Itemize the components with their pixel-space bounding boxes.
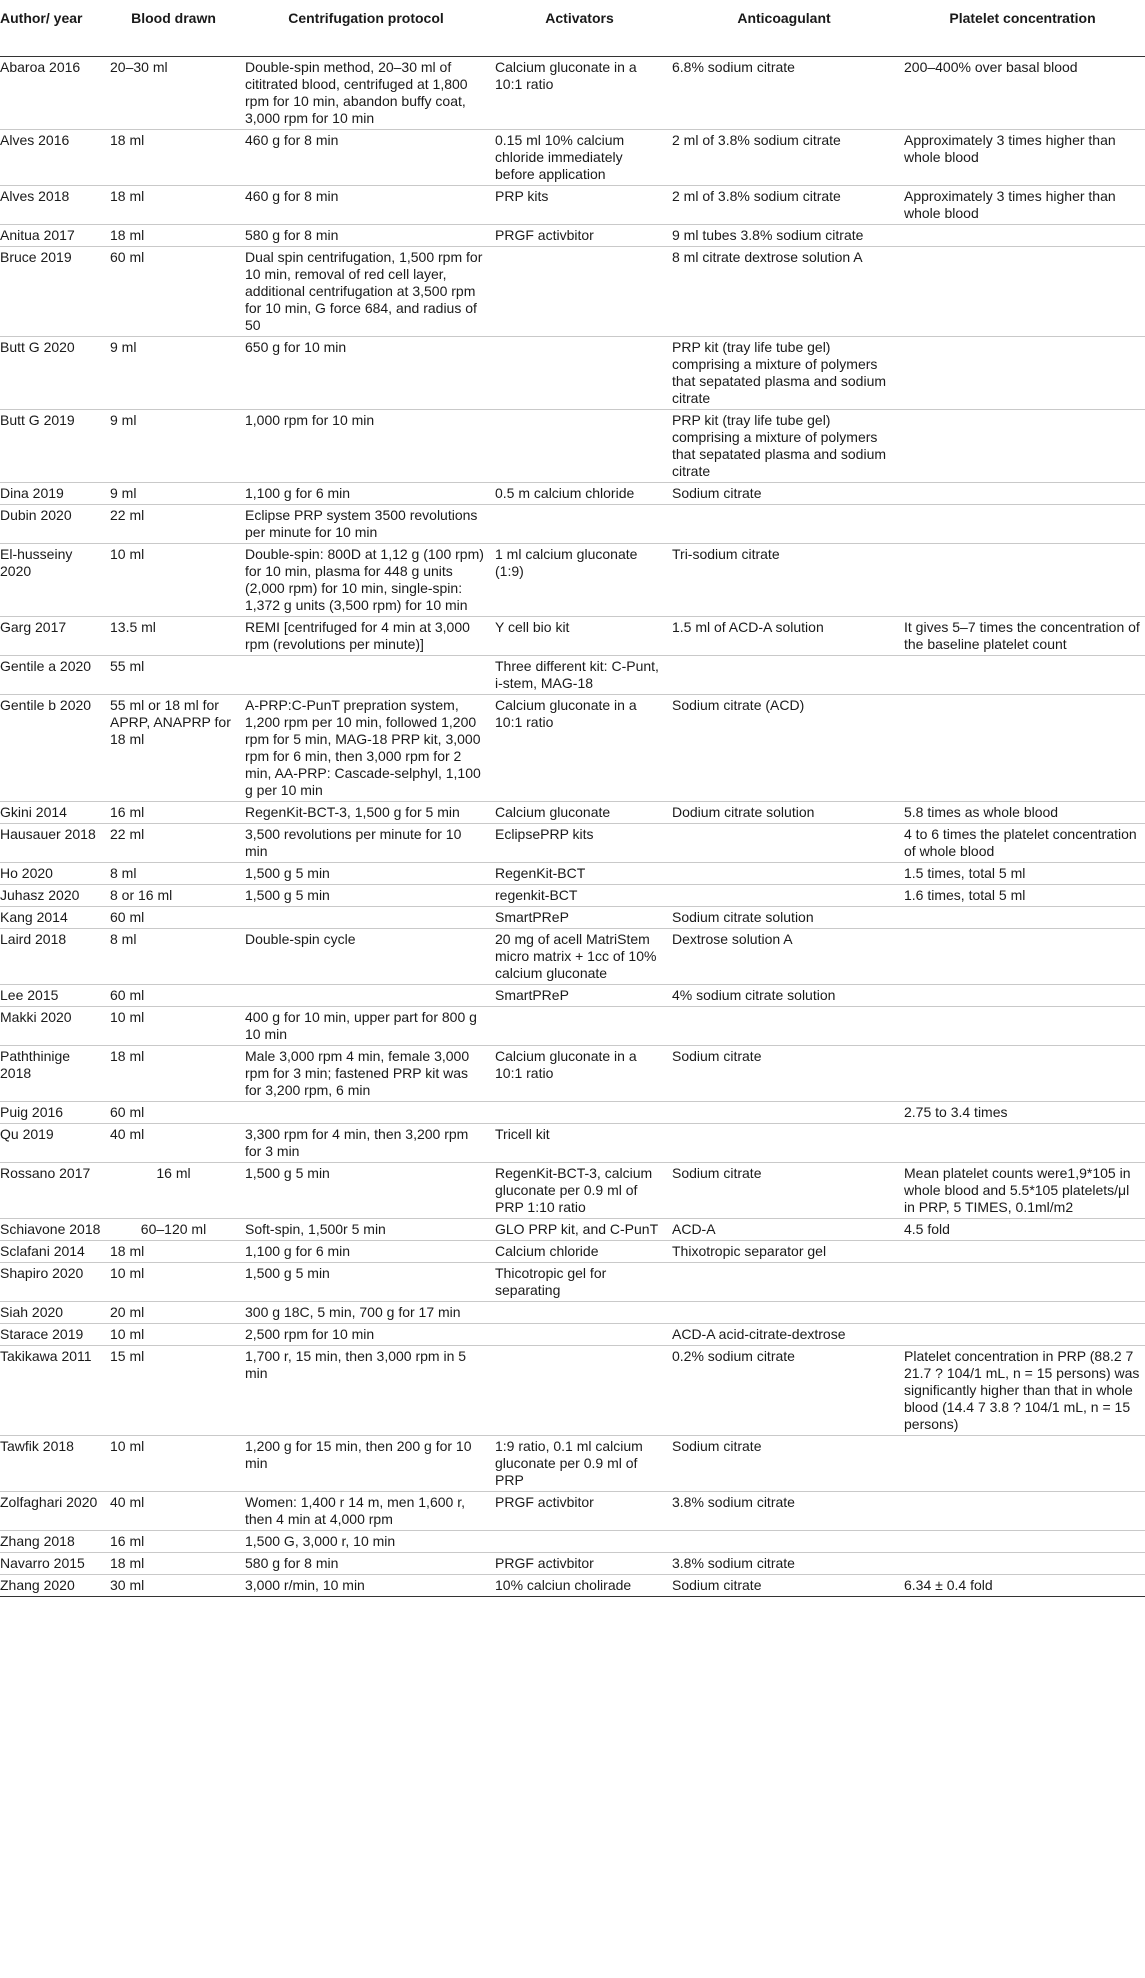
- cell-anticoagulant: [668, 1006, 900, 1045]
- table-row: [0, 1045, 1145, 1101]
- cell-platelet-concentration: Mean platelet counts were1,9*105 in whole blood and 5.5*105 platelets/μl in PRP, 5 TIMES, 0.1ml/m2: [900, 1162, 1145, 1218]
- cell-centrifugation-protocol: 1,700 r, 15 min, then 3,000 rpm in 5 min: [241, 1345, 491, 1435]
- cell-anticoagulant: 0.2% sodium citrate: [668, 1345, 900, 1435]
- cell-platelet-concentration: [900, 543, 1145, 616]
- cell-centrifugation-protocol: Double-spin cycle: [241, 928, 491, 984]
- cell-anticoagulant: Sodium citrate: [668, 1162, 900, 1218]
- cell-author-year: Abaroa 2016: [0, 56, 106, 129]
- table-row: [0, 1101, 1145, 1123]
- cell-centrifugation-protocol: RegenKit-BCT-3, 1,500 g for 5 min: [241, 801, 491, 823]
- table-row: [0, 1435, 1145, 1491]
- table-row: [0, 1262, 1145, 1301]
- cell-platelet-concentration: [900, 1006, 1145, 1045]
- cell-blood-drawn: 18 ml: [106, 1045, 241, 1101]
- table-row: [0, 884, 1145, 906]
- table-row: [0, 543, 1145, 616]
- table-row: [0, 1218, 1145, 1240]
- cell-centrifugation-protocol: Dual spin centrifugation, 1,500 rpm for 10 min, removal of red cell layer, additional centrifugation at 3,500 rpm for 10 min, G force 684, and radius of 50: [241, 246, 491, 336]
- cell-platelet-concentration: 4 to 6 times the platelet concentration of whole blood: [900, 823, 1145, 862]
- cell-platelet-concentration: 1.6 times, total 5 ml: [900, 884, 1145, 906]
- cell-anticoagulant: Tri-sodium citrate: [668, 543, 900, 616]
- cell-platelet-concentration: [900, 482, 1145, 504]
- cell-blood-drawn: 10 ml: [106, 1323, 241, 1345]
- cell-anticoagulant: [668, 862, 900, 884]
- cell-activators: 20 mg of acell MatriStem micro matrix + 1cc of 10% calcium gluconate: [491, 928, 668, 984]
- cell-anticoagulant: Sodium citrate solution: [668, 906, 900, 928]
- cell-author-year: Hausauer 2018: [0, 823, 106, 862]
- cell-activators: RegenKit-BCT-3, calcium gluconate per 0.9 ml of PRP 1:10 ratio: [491, 1162, 668, 1218]
- header-blood-drawn: Blood drawn: [106, 0, 241, 56]
- table-row: [0, 906, 1145, 928]
- cell-anticoagulant: 3.8% sodium citrate: [668, 1491, 900, 1530]
- cell-platelet-concentration: 6.34 ± 0.4 fold: [900, 1574, 1145, 1596]
- cell-author-year: Tawfik 2018: [0, 1435, 106, 1491]
- table-row: [0, 1240, 1145, 1262]
- cell-author-year: El-husseiny 2020: [0, 543, 106, 616]
- cell-anticoagulant: 1.5 ml of ACD-A solution: [668, 616, 900, 655]
- cell-blood-drawn: 15 ml: [106, 1345, 241, 1435]
- cell-anticoagulant: Sodium citrate (ACD): [668, 694, 900, 801]
- cell-activators: PRGF activbitor: [491, 1552, 668, 1574]
- cell-platelet-concentration: 1.5 times, total 5 ml: [900, 862, 1145, 884]
- cell-centrifugation-protocol: 1,200 g for 15 min, then 200 g for 10 min: [241, 1435, 491, 1491]
- table-row: [0, 1530, 1145, 1552]
- cell-author-year: Gentile a 2020: [0, 655, 106, 694]
- table-row: [0, 185, 1145, 224]
- cell-blood-drawn: 20–30 ml: [106, 56, 241, 129]
- cell-activators: SmartPReP: [491, 906, 668, 928]
- cell-anticoagulant: 2 ml of 3.8% sodium citrate: [668, 129, 900, 185]
- cell-platelet-concentration: [900, 504, 1145, 543]
- cell-platelet-concentration: 200–400% over basal blood: [900, 56, 1145, 129]
- cell-anticoagulant: 4% sodium citrate solution: [668, 984, 900, 1006]
- cell-blood-drawn: 16 ml: [106, 801, 241, 823]
- table-row: [0, 56, 1145, 129]
- cell-platelet-concentration: Platelet concentration in PRP (88.2 7 21.7 ? 104/1 mL, n = 15 persons) was significantly higher than that in whole blood (14.4 7 3.8 ? 104/1 mL, n = 15 persons): [900, 1345, 1145, 1435]
- cell-anticoagulant: PRP kit (tray life tube gel) comprising a mixture of polymers that sepatated plasma and sodium citrate: [668, 336, 900, 409]
- cell-activators: Calcium gluconate in a 10:1 ratio: [491, 1045, 668, 1101]
- cell-platelet-concentration: [900, 928, 1145, 984]
- cell-blood-drawn: 22 ml: [106, 504, 241, 543]
- cell-blood-drawn: 9 ml: [106, 482, 241, 504]
- cell-author-year: Rossano 2017: [0, 1162, 106, 1218]
- cell-author-year: Kang 2014: [0, 906, 106, 928]
- cell-centrifugation-protocol: 400 g for 10 min, upper part for 800 g 10 min: [241, 1006, 491, 1045]
- cell-centrifugation-protocol: 3,000 r/min, 10 min: [241, 1574, 491, 1596]
- cell-blood-drawn: 18 ml: [106, 224, 241, 246]
- cell-author-year: Paththinige 2018: [0, 1045, 106, 1101]
- cell-author-year: Makki 2020: [0, 1006, 106, 1045]
- cell-author-year: Alves 2016: [0, 129, 106, 185]
- cell-platelet-concentration: [900, 246, 1145, 336]
- cell-author-year: Starace 2019: [0, 1323, 106, 1345]
- cell-platelet-concentration: [900, 409, 1145, 482]
- table-row: [0, 823, 1145, 862]
- header-centrifugation-protocol: Centrifugation protocol: [241, 0, 491, 56]
- table-row: [0, 1123, 1145, 1162]
- cell-blood-drawn: 13.5 ml: [106, 616, 241, 655]
- cell-activators: RegenKit-BCT: [491, 862, 668, 884]
- table-row: [0, 1006, 1145, 1045]
- cell-activators: [491, 1323, 668, 1345]
- cell-author-year: Shapiro 2020: [0, 1262, 106, 1301]
- cell-centrifugation-protocol: [241, 655, 491, 694]
- cell-author-year: Siah 2020: [0, 1301, 106, 1323]
- cell-platelet-concentration: 5.8 times as whole blood: [900, 801, 1145, 823]
- cell-activators: 0.5 m calcium chloride: [491, 482, 668, 504]
- cell-blood-drawn: 60 ml: [106, 1101, 241, 1123]
- cell-anticoagulant: [668, 1530, 900, 1552]
- cell-centrifugation-protocol: 460 g for 8 min: [241, 185, 491, 224]
- cell-centrifugation-protocol: Double-spin: 800D at 1,12 g (100 rpm) for 10 min, plasma for 448 g units (2,000 rpm) for 10 min, single-spin: 1,372 g units (3,500 rpm) for 10 min: [241, 543, 491, 616]
- header-activators: Activators: [491, 0, 668, 56]
- cell-centrifugation-protocol: 1,500 G, 3,000 r, 10 min: [241, 1530, 491, 1552]
- table-row: [0, 801, 1145, 823]
- cell-platelet-concentration: [900, 694, 1145, 801]
- cell-author-year: Butt G 2020: [0, 336, 106, 409]
- cell-anticoagulant: [668, 655, 900, 694]
- cell-platelet-concentration: [900, 1435, 1145, 1491]
- cell-activators: [491, 1101, 668, 1123]
- cell-blood-drawn: 20 ml: [106, 1301, 241, 1323]
- cell-author-year: Garg 2017: [0, 616, 106, 655]
- cell-blood-drawn: 10 ml: [106, 1435, 241, 1491]
- cell-blood-drawn: 40 ml: [106, 1491, 241, 1530]
- table-row: [0, 1491, 1145, 1530]
- cell-activators: PRGF activbitor: [491, 1491, 668, 1530]
- cell-centrifugation-protocol: Soft-spin, 1,500r 5 min: [241, 1218, 491, 1240]
- cell-author-year: Takikawa 2011: [0, 1345, 106, 1435]
- cell-activators: GLO PRP kit, and C-PunT: [491, 1218, 668, 1240]
- cell-activators: PRP kits: [491, 185, 668, 224]
- cell-platelet-concentration: [900, 336, 1145, 409]
- cell-anticoagulant: ACD-A: [668, 1218, 900, 1240]
- cell-author-year: Zolfaghari 2020: [0, 1491, 106, 1530]
- cell-author-year: Gkini 2014: [0, 801, 106, 823]
- cell-activators: Calcium gluconate: [491, 801, 668, 823]
- cell-blood-drawn: 9 ml: [106, 336, 241, 409]
- cell-blood-drawn: 18 ml: [106, 1552, 241, 1574]
- table-row: [0, 224, 1145, 246]
- cell-author-year: Dina 2019: [0, 482, 106, 504]
- cell-anticoagulant: [668, 823, 900, 862]
- cell-anticoagulant: [668, 1123, 900, 1162]
- table-row: [0, 1552, 1145, 1574]
- cell-anticoagulant: Dodium citrate solution: [668, 801, 900, 823]
- cell-centrifugation-protocol: REMI [centrifuged for 4 min at 3,000 rpm (revolutions per minute)]: [241, 616, 491, 655]
- cell-platelet-concentration: It gives 5–7 times the concentration of the baseline platelet count: [900, 616, 1145, 655]
- cell-centrifugation-protocol: 1,500 g 5 min: [241, 862, 491, 884]
- cell-author-year: Lee 2015: [0, 984, 106, 1006]
- table-row: [0, 1323, 1145, 1345]
- cell-anticoagulant: 9 ml tubes 3.8% sodium citrate: [668, 224, 900, 246]
- cell-activators: PRGF activbitor: [491, 224, 668, 246]
- cell-platelet-concentration: 2.75 to 3.4 times: [900, 1101, 1145, 1123]
- table-row: [0, 984, 1145, 1006]
- cell-centrifugation-protocol: 3,500 revolutions per minute for 10 min: [241, 823, 491, 862]
- cell-platelet-concentration: Approximately 3 times higher than whole blood: [900, 185, 1145, 224]
- cell-centrifugation-protocol: Male 3,000 rpm 4 min, female 3,000 rpm for 3 min; fastened PRP kit was for 3,200 rpm, 6 min: [241, 1045, 491, 1101]
- cell-platelet-concentration: [900, 1530, 1145, 1552]
- cell-anticoagulant: 2 ml of 3.8% sodium citrate: [668, 185, 900, 224]
- header-row: [0, 0, 1145, 56]
- table-header: [0, 0, 1145, 56]
- cell-platelet-concentration: [900, 1240, 1145, 1262]
- cell-activators: [491, 504, 668, 543]
- cell-author-year: Alves 2018: [0, 185, 106, 224]
- cell-centrifugation-protocol: [241, 906, 491, 928]
- cell-activators: SmartPReP: [491, 984, 668, 1006]
- cell-author-year: Anitua 2017: [0, 224, 106, 246]
- cell-platelet-concentration: [900, 1323, 1145, 1345]
- cell-blood-drawn: 16 ml: [106, 1530, 241, 1552]
- cell-centrifugation-protocol: 650 g for 10 min: [241, 336, 491, 409]
- cell-author-year: Bruce 2019: [0, 246, 106, 336]
- cell-author-year: Zhang 2020: [0, 1574, 106, 1596]
- cell-author-year: Laird 2018: [0, 928, 106, 984]
- cell-blood-drawn: 8 ml: [106, 928, 241, 984]
- cell-anticoagulant: Sodium citrate: [668, 482, 900, 504]
- cell-anticoagulant: [668, 504, 900, 543]
- cell-activators: [491, 336, 668, 409]
- table-row: [0, 862, 1145, 884]
- cell-anticoagulant: 3.8% sodium citrate: [668, 1552, 900, 1574]
- cell-author-year: Qu 2019: [0, 1123, 106, 1162]
- header-anticoagulant: Anticoagulant: [668, 0, 900, 56]
- cell-anticoagulant: 8 ml citrate dextrose solution A: [668, 246, 900, 336]
- cell-anticoagulant: Sodium citrate: [668, 1045, 900, 1101]
- cell-anticoagulant: Dextrose solution A: [668, 928, 900, 984]
- table-row: [0, 1301, 1145, 1323]
- cell-centrifugation-protocol: 300 g 18C, 5 min, 700 g for 17 min: [241, 1301, 491, 1323]
- cell-author-year: Dubin 2020: [0, 504, 106, 543]
- cell-blood-drawn: 60 ml: [106, 906, 241, 928]
- table-row: [0, 246, 1145, 336]
- cell-blood-drawn: 9 ml: [106, 409, 241, 482]
- cell-blood-drawn: 40 ml: [106, 1123, 241, 1162]
- cell-activators: 0.15 ml 10% calcium chloride immediately before application: [491, 129, 668, 185]
- cell-blood-drawn: 18 ml: [106, 1240, 241, 1262]
- cell-author-year: Butt G 2019: [0, 409, 106, 482]
- cell-anticoagulant: 6.8% sodium citrate: [668, 56, 900, 129]
- cell-blood-drawn: 18 ml: [106, 185, 241, 224]
- table-row: [0, 1345, 1145, 1435]
- cell-anticoagulant: [668, 1101, 900, 1123]
- table-row: [0, 336, 1145, 409]
- cell-activators: [491, 1301, 668, 1323]
- cell-anticoagulant: Sodium citrate: [668, 1574, 900, 1596]
- cell-centrifugation-protocol: Women: 1,400 r 14 m, men 1,600 r, then 4 min at 4,000 rpm: [241, 1491, 491, 1530]
- cell-platelet-concentration: [900, 906, 1145, 928]
- cell-anticoagulant: Sodium citrate: [668, 1435, 900, 1491]
- cell-activators: Thicotropic gel for separating: [491, 1262, 668, 1301]
- cell-activators: [491, 246, 668, 336]
- cell-platelet-concentration: Approximately 3 times higher than whole blood: [900, 129, 1145, 185]
- cell-centrifugation-protocol: A-PRP:C-PunT prepration system, 1,200 rpm per 10 min, followed 1,200 rpm for 5 min, MAG-18 PRP kit, 3,000 rpm for 6 min, then 3,000 rpm for 2 min, AA-PRP: Cascade-selphyl, 1,100 g per 10 min: [241, 694, 491, 801]
- cell-activators: regenkit-BCT: [491, 884, 668, 906]
- cell-activators: EclipsePRP kits: [491, 823, 668, 862]
- cell-activators: 1 ml calcium gluconate (1:9): [491, 543, 668, 616]
- cell-activators: [491, 1530, 668, 1552]
- cell-blood-drawn: 60–120 ml: [106, 1218, 241, 1240]
- cell-centrifugation-protocol: 1,100 g for 6 min: [241, 482, 491, 504]
- cell-centrifugation-protocol: 1,100 g for 6 min: [241, 1240, 491, 1262]
- cell-activators: Calcium gluconate in a 10:1 ratio: [491, 56, 668, 129]
- cell-platelet-concentration: [900, 1045, 1145, 1101]
- table-row: [0, 129, 1145, 185]
- cell-centrifugation-protocol: 3,300 rpm for 4 min, then 3,200 rpm for 3 min: [241, 1123, 491, 1162]
- cell-platelet-concentration: [900, 655, 1145, 694]
- cell-anticoagulant: ACD-A acid-citrate-dextrose: [668, 1323, 900, 1345]
- cell-centrifugation-protocol: 580 g for 8 min: [241, 224, 491, 246]
- cell-blood-drawn: 10 ml: [106, 543, 241, 616]
- table-row: [0, 1574, 1145, 1596]
- cell-author-year: Juhasz 2020: [0, 884, 106, 906]
- cell-blood-drawn: 8 ml: [106, 862, 241, 884]
- table-row: [0, 1162, 1145, 1218]
- cell-blood-drawn: 10 ml: [106, 1006, 241, 1045]
- table-row: [0, 482, 1145, 504]
- cell-centrifugation-protocol: Double-spin method, 20–30 ml of cititrated blood, centrifuged at 1,800 rpm for 10 min, abandon buffy coat, 3,000 rpm for 10 min: [241, 56, 491, 129]
- cell-centrifugation-protocol: 460 g for 8 min: [241, 129, 491, 185]
- cell-blood-drawn: 10 ml: [106, 1262, 241, 1301]
- cell-anticoagulant: Thixotropic separator gel: [668, 1240, 900, 1262]
- cell-author-year: Ho 2020: [0, 862, 106, 884]
- cell-activators: [491, 1006, 668, 1045]
- cell-platelet-concentration: [900, 1552, 1145, 1574]
- table-body: [0, 56, 1145, 1596]
- cell-platelet-concentration: [900, 1301, 1145, 1323]
- cell-platelet-concentration: [900, 1262, 1145, 1301]
- cell-centrifugation-protocol: 1,500 g 5 min: [241, 884, 491, 906]
- cell-activators: 10% calciun cholirade: [491, 1574, 668, 1596]
- cell-blood-drawn: 55 ml or 18 ml for APRP, ANAPRP for 18 ml: [106, 694, 241, 801]
- cell-blood-drawn: 16 ml: [106, 1162, 241, 1218]
- cell-centrifugation-protocol: 1,500 g 5 min: [241, 1262, 491, 1301]
- cell-activators: Three different kit: C-Punt, i-stem, MAG-18: [491, 655, 668, 694]
- cell-platelet-concentration: [900, 984, 1145, 1006]
- cell-activators: [491, 409, 668, 482]
- cell-centrifugation-protocol: Eclipse PRP system 3500 revolutions per minute for 10 min: [241, 504, 491, 543]
- cell-platelet-concentration: [900, 224, 1145, 246]
- cell-blood-drawn: 60 ml: [106, 984, 241, 1006]
- cell-blood-drawn: 55 ml: [106, 655, 241, 694]
- cell-anticoagulant: [668, 1301, 900, 1323]
- cell-platelet-concentration: [900, 1123, 1145, 1162]
- cell-author-year: Gentile b 2020: [0, 694, 106, 801]
- table-row: [0, 694, 1145, 801]
- cell-anticoagulant: PRP kit (tray life tube gel) comprising a mixture of polymers that sepatated plasma and sodium citrate: [668, 409, 900, 482]
- cell-platelet-concentration: 4.5 fold: [900, 1218, 1145, 1240]
- cell-blood-drawn: 8 or 16 ml: [106, 884, 241, 906]
- cell-blood-drawn: 22 ml: [106, 823, 241, 862]
- cell-platelet-concentration: [900, 1491, 1145, 1530]
- cell-activators: Y cell bio kit: [491, 616, 668, 655]
- cell-activators: 1:9 ratio, 0.1 ml calcium gluconate per 0.9 ml of PRP: [491, 1435, 668, 1491]
- cell-activators: Calcium chloride: [491, 1240, 668, 1262]
- cell-author-year: Navarro 2015: [0, 1552, 106, 1574]
- table-row: [0, 504, 1145, 543]
- table-row: [0, 928, 1145, 984]
- table-row: [0, 616, 1145, 655]
- cell-centrifugation-protocol: 1,000 rpm for 10 min: [241, 409, 491, 482]
- cell-blood-drawn: 30 ml: [106, 1574, 241, 1596]
- cell-centrifugation-protocol: 1,500 g 5 min: [241, 1162, 491, 1218]
- cell-centrifugation-protocol: 580 g for 8 min: [241, 1552, 491, 1574]
- cell-centrifugation-protocol: [241, 984, 491, 1006]
- cell-centrifugation-protocol: 2,500 rpm for 10 min: [241, 1323, 491, 1345]
- cell-author-year: Puig 2016: [0, 1101, 106, 1123]
- cell-activators: Tricell kit: [491, 1123, 668, 1162]
- cell-blood-drawn: 60 ml: [106, 246, 241, 336]
- cell-activators: [491, 1345, 668, 1435]
- cell-anticoagulant: [668, 1262, 900, 1301]
- cell-author-year: Sclafani 2014: [0, 1240, 106, 1262]
- cell-activators: Calcium gluconate in a 10:1 ratio: [491, 694, 668, 801]
- cell-anticoagulant: [668, 884, 900, 906]
- cell-author-year: Schiavone 2018: [0, 1218, 106, 1240]
- cell-author-year: Zhang 2018: [0, 1530, 106, 1552]
- table-row: [0, 655, 1145, 694]
- header-platelet-concentration: Platelet concentration: [900, 0, 1145, 56]
- cell-centrifugation-protocol: [241, 1101, 491, 1123]
- cell-blood-drawn: 18 ml: [106, 129, 241, 185]
- table-row: [0, 409, 1145, 482]
- header-author-year: Author/ year: [0, 0, 106, 56]
